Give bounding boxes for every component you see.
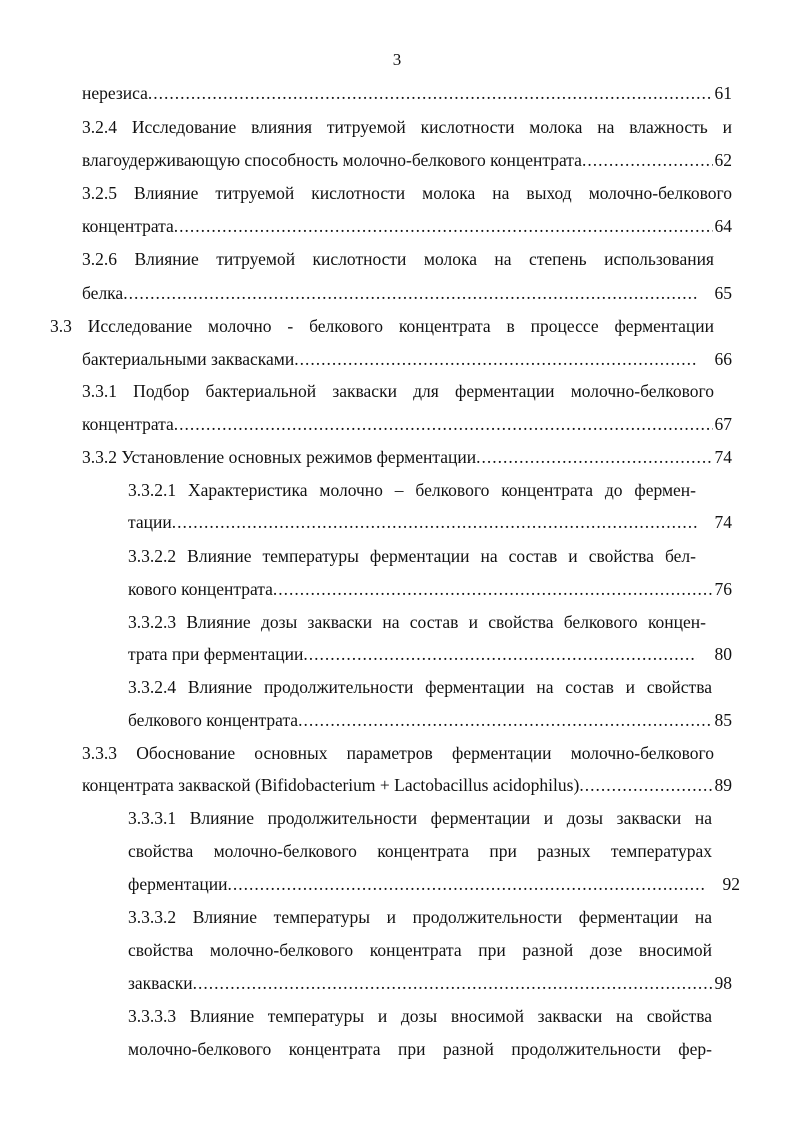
dot-leader [582,147,713,173]
dot-leader [273,576,713,602]
toc-entry-title: тации [128,512,172,532]
toc-entry-title: кового концентрата [128,579,273,599]
toc-entry-line [128,509,732,535]
toc-page-number: 61 [714,83,732,103]
page-number: 3 [392,50,402,69]
toc-page-number: 92 [722,874,740,894]
toc-entry-line [128,970,732,996]
toc-page-number: 65 [714,283,732,303]
dot-leader [148,80,713,106]
toc-entry-line: 3.3 Исследование молочно - белкового концентрата в процессе ферментации [50,316,714,336]
toc-entry-line [82,772,732,798]
toc-entry-line: 3.3.1 Подбор бактериальной закваски для ферментации молочно-белкового [82,381,714,401]
dot-leader [298,707,712,733]
toc-entry-line: 3.3.3.3 Влияние температуры и дозы вносимой закваски на свойства [128,1006,712,1026]
toc-entry-line: свойства молочно-белкового концентрата при разной дозе вносимой [128,940,712,960]
toc-entry-line: 3.3.2.2 Влияние температуры ферментации на состав и свойства бел- [128,546,696,566]
toc-entry-title: влагоудерживающую способность молочно-белкового концентрата [82,150,582,170]
toc-entry-line: свойства молочно-белкового концентрата при разных температурах [128,841,712,861]
toc-entry-line: 3.3.3.2 Влияние температуры и продолжительности ферментации на [128,907,712,927]
dot-leader [174,213,713,239]
toc-entry-title: нерезиса [82,83,148,103]
toc-entry-line: 3.2.6 Влияние титруемой кислотности молока на степень использования [82,249,714,269]
toc-entry-line: 3.3.2.4 Влияние продолжительности ферментации на состав и свойства [128,677,712,697]
dot-leader [123,280,696,306]
toc-entry-line [82,80,732,106]
toc-page-number: 85 [714,710,732,730]
toc-entry-line: 3.2.4 Исследование влияния титруемой кислотности молока на влажность и [82,117,732,137]
toc-entry-title: 3.3.2 Установление основных режимов ферментации [82,447,477,467]
toc-entry-line [82,444,732,470]
toc-entry-line [82,411,732,437]
toc-entry-line [128,871,740,897]
toc-page-number: 74 [714,447,732,467]
dot-leader [294,346,696,372]
toc-entry-line: 3.3.2.3 Влияние дозы закваски на состав и свойства белкового концен- [128,612,706,632]
toc-entry-title: бактериальными заквасками [82,349,295,369]
dot-leader [228,871,705,897]
toc-page-number: 76 [714,579,732,599]
dot-leader [172,509,697,535]
toc-entry-line [128,641,732,667]
toc-entry-line: 3.2.5 Влияние титруемой кислотности молока на выход молочно-белкового [82,183,732,203]
toc-entry-line: 3.3.3.1 Влияние продолжительности ферментации и дозы закваски на [128,808,712,828]
toc-entry-line [128,707,732,733]
toc-entry-line [82,147,732,173]
toc-entry-line [82,280,732,306]
toc-page-number: 66 [714,349,732,369]
toc-page-number: 74 [714,512,732,532]
toc-page-number: 89 [714,775,732,795]
toc-entry-line [82,213,732,239]
dot-leader [303,641,696,667]
toc-page-number: 67 [714,414,732,434]
toc-page-number: 62 [714,150,732,170]
dot-leader [174,411,713,437]
toc-entry-line [82,346,732,372]
toc-entry-line [128,576,732,602]
toc-entry-title: ферментации [128,874,228,894]
toc-entry-line: 3.3.3 Обоснование основных параметров ферментации молочно-белкового [82,743,714,763]
toc-entry-title: трата при ферментации [128,644,304,664]
toc-entry-title: белкового концентрата [128,710,299,730]
toc-entry-title: концентрата [82,216,174,236]
dot-leader [193,970,713,996]
toc-entry-title: белка [82,283,124,303]
toc-entry-title: концентрата [82,414,174,434]
toc-page-number: 80 [714,644,732,664]
toc-page-number: 98 [714,973,732,993]
toc-page-number: 64 [714,216,732,236]
toc-entry-title: концентрата закваской (Bifidobacterium + Lactobacillus acidophilus) [82,775,580,795]
toc-entry-line: 3.3.2.1 Характеристика молочно – белкового концентрата до фермен- [128,480,696,500]
toc-entry-title: закваски [128,973,193,993]
dot-leader [579,772,712,798]
toc-entry-line: молочно-белкового концентрата при разной продолжительности фер- [128,1039,712,1059]
dot-leader [476,444,712,470]
